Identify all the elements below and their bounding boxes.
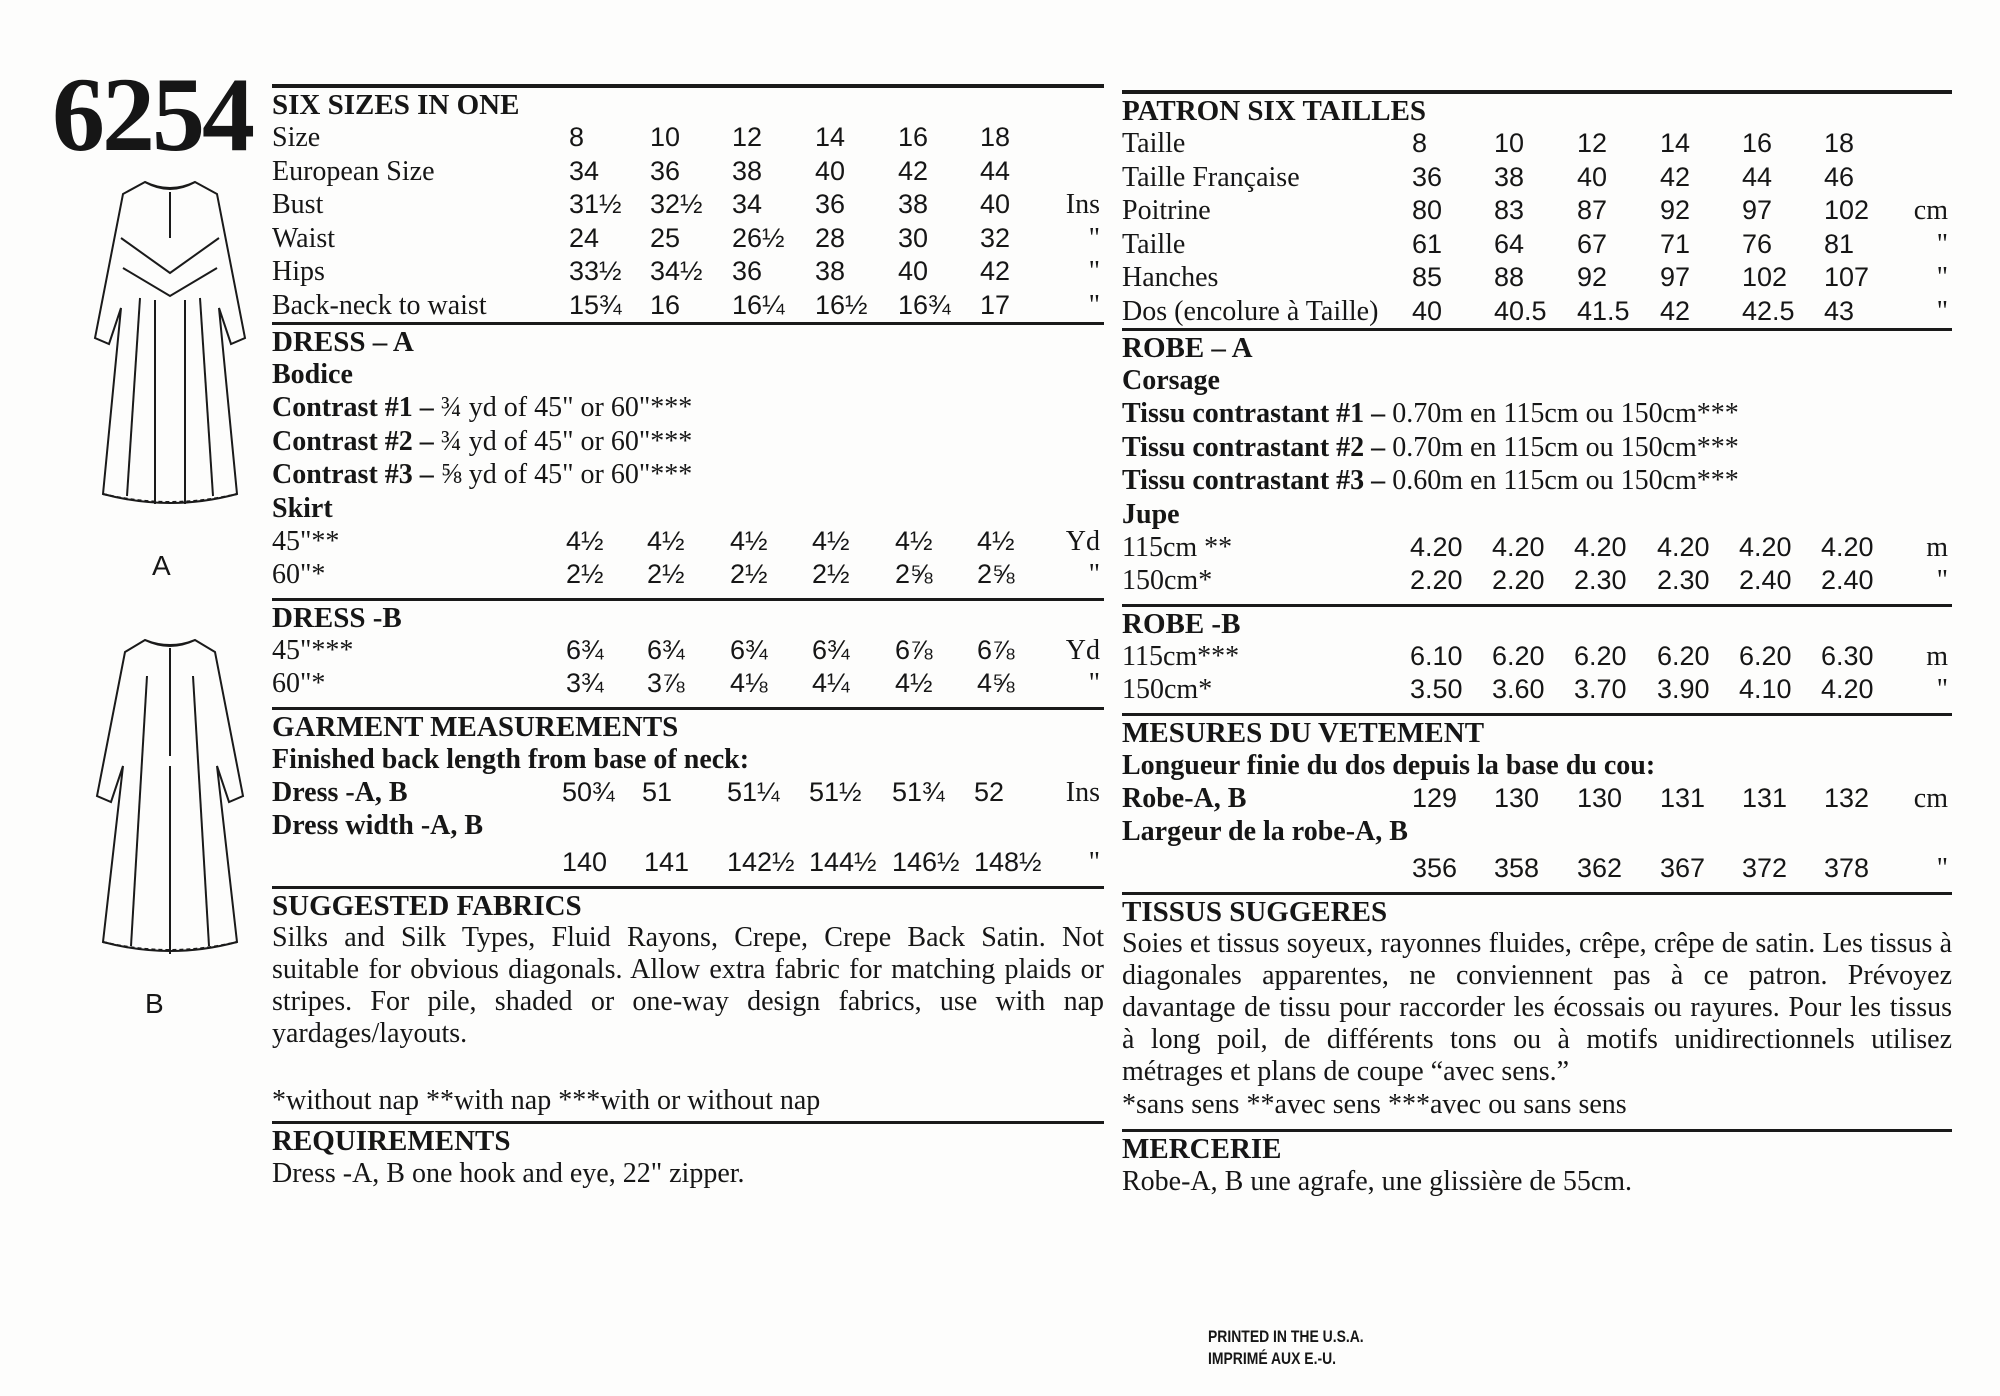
- unit: Ins: [1065, 776, 1100, 808]
- row-label: 150cm*: [1122, 565, 1213, 596]
- cell: 6.30: [1821, 640, 1874, 671]
- metrage-row: [1122, 640, 1952, 674]
- cell: 6.20: [1574, 640, 1627, 671]
- cell: 61: [1412, 228, 1443, 259]
- metrage-row: [1122, 673, 1952, 707]
- nap-legend-fr: *sans sens **avec sens ***avec ou sans sens: [1122, 1088, 1627, 1120]
- suggested-fabrics-section: [272, 886, 1104, 1118]
- unit: ": [1936, 853, 1948, 884]
- cell: 38: [898, 189, 929, 219]
- figure-label-b: B: [145, 988, 164, 1019]
- dress-b-section: [272, 598, 1104, 701]
- cell: 6.20: [1492, 640, 1545, 671]
- cell: 36: [815, 189, 846, 219]
- cell: 51: [642, 776, 673, 807]
- sizes-title: SIX SIZES IN ONE: [272, 89, 520, 121]
- cell: 12: [1577, 128, 1608, 158]
- cell: 131: [1742, 782, 1788, 813]
- cell: 64: [1494, 228, 1525, 259]
- cell: 2⅝: [895, 559, 933, 589]
- cell: 81: [1824, 228, 1855, 259]
- cell: 16½: [815, 289, 868, 320]
- row-label: Bust: [272, 189, 324, 220]
- unit: ": [1936, 295, 1948, 327]
- cell: 4¼: [812, 668, 850, 698]
- fabrics-title-fr: TISSUS SUGGERES: [1122, 895, 1388, 928]
- cell: 6¾: [566, 634, 604, 665]
- requirements-title: REQUIREMENTS: [272, 1125, 511, 1157]
- skirt-label: Skirt: [272, 492, 333, 524]
- cell: 3.50: [1410, 674, 1463, 704]
- contrast-text: 0.60m en 115cm ou 150cm***: [1385, 465, 1739, 496]
- cell: 32: [980, 222, 1011, 253]
- cell: 34½: [650, 256, 703, 286]
- cell: 34: [569, 155, 600, 186]
- cell: 4.20: [1410, 531, 1463, 562]
- cell: 102: [1824, 195, 1870, 225]
- cell: 130: [1577, 782, 1623, 813]
- contrast-line: [1122, 431, 1952, 465]
- contrast-label: Contrast #2 –: [272, 425, 434, 457]
- poitrine-row: [1122, 194, 1952, 228]
- row-label: 115cm***: [1122, 640, 1240, 672]
- row-label: Robe-A, B: [1122, 782, 1247, 814]
- cell: 14: [815, 122, 846, 152]
- cell: 43: [1824, 295, 1855, 326]
- cell: 6¾: [647, 634, 685, 665]
- cell: 88: [1494, 262, 1525, 292]
- mercerie-text: Robe-A, B une agrafe, une glissière de 55cm.: [1122, 1166, 1633, 1197]
- unit: Yd: [1065, 634, 1100, 666]
- printed-line-fr: IMPRIMÉ AUX E.-U.: [1208, 1349, 1337, 1368]
- cell: 6.10: [1410, 640, 1463, 671]
- cell: 4½: [977, 525, 1015, 556]
- cell: 87: [1577, 195, 1608, 225]
- cell: 362: [1577, 853, 1623, 883]
- unit: ": [1936, 262, 1948, 293]
- row-label: European Size: [272, 155, 435, 187]
- dress-a-section: [272, 322, 1104, 592]
- contrast-text: ¾ yd of 45" or 60"***: [433, 425, 693, 457]
- cell: 92: [1660, 195, 1691, 225]
- unit: ": [1088, 559, 1100, 590]
- cell: 30: [898, 222, 929, 253]
- unit: Yd: [1065, 525, 1100, 557]
- unit: cm: [1913, 782, 1948, 814]
- unit: m: [1926, 640, 1948, 672]
- garment-title-fr: MESURES DU VETEMENT: [1122, 716, 1485, 749]
- hips-row: [272, 255, 1104, 289]
- cell: 51½: [809, 776, 862, 807]
- cell: 16¼: [732, 289, 785, 320]
- cell: 40: [980, 189, 1011, 219]
- cell: 42: [898, 155, 929, 186]
- cell: 4.10: [1739, 674, 1792, 704]
- cell: 3¾: [566, 668, 604, 698]
- garment-measurements-section-fr: [1122, 713, 1952, 886]
- contrast-text: ⅝ yd of 45" or 60"***: [433, 459, 693, 490]
- cell: 4½: [812, 525, 850, 556]
- cell: 42: [1660, 161, 1691, 192]
- cell: 4.20: [1821, 674, 1874, 704]
- cell: 3.70: [1574, 674, 1627, 704]
- cell: 2.20: [1492, 565, 1545, 595]
- unit: m: [1926, 531, 1948, 563]
- cell: 4½: [647, 525, 685, 556]
- row-label: 60"*: [272, 559, 326, 590]
- dress-a-sketch: [85, 178, 255, 518]
- size-row: [272, 121, 1104, 155]
- cell: 25: [650, 222, 681, 253]
- cell: 16: [898, 122, 929, 152]
- cell: 10: [650, 122, 681, 152]
- cell: 8: [1412, 128, 1428, 158]
- row-label: Size: [272, 122, 321, 153]
- contrast-line: [1122, 464, 1952, 498]
- robe-a-title: ROBE – A: [1122, 332, 1253, 364]
- length-row: [1122, 782, 1952, 816]
- taille-row: [1122, 228, 1952, 262]
- yardage-row: [272, 525, 1104, 559]
- sizes-title-fr: PATRON SIX TAILLES: [1122, 95, 1427, 127]
- width-row: [272, 846, 1104, 880]
- printed-in-usa: [1208, 1326, 1364, 1370]
- cell: 46: [1824, 161, 1855, 192]
- garment-sub-fr: Longueur finie du dos depuis la base du cou:: [1122, 749, 1656, 781]
- dos-row: [1122, 295, 1952, 329]
- cell: 44: [980, 155, 1011, 186]
- garment-sub: Finished back length from base of neck:: [272, 743, 750, 775]
- yardage-row: [272, 667, 1104, 701]
- contrast-label: Contrast #1 –: [272, 392, 434, 423]
- row-label: Taille Française: [1122, 161, 1300, 193]
- cell: 2.30: [1574, 565, 1627, 595]
- cell: 6⅞: [895, 634, 933, 665]
- suggested-fabrics-section-fr: [1122, 892, 1952, 1122]
- unit: ": [1088, 668, 1100, 699]
- cell: 146½: [892, 847, 960, 877]
- row-label: 60"*: [272, 668, 326, 699]
- cell: 67: [1577, 228, 1608, 259]
- cell: 130: [1494, 782, 1540, 813]
- cell: 97: [1660, 262, 1691, 292]
- cell: 6.20: [1657, 640, 1710, 671]
- cell: 33½: [569, 256, 622, 286]
- cell: 40: [815, 155, 846, 186]
- figure-label-a: A: [152, 550, 171, 581]
- contrast-line: [272, 458, 1104, 492]
- cell: 358: [1494, 853, 1540, 883]
- cell: 76: [1742, 228, 1773, 259]
- row-label: Taille: [1122, 128, 1186, 159]
- mercerie-title: MERCERIE: [1122, 1133, 1282, 1165]
- sizes-section: [272, 84, 1104, 322]
- fabrics-title: SUGGESTED FABRICS: [272, 889, 582, 922]
- cell: 4½: [730, 525, 768, 556]
- width-row: [1122, 852, 1952, 886]
- cell: 4.20: [1821, 531, 1874, 562]
- cell: 141: [644, 847, 690, 877]
- printed-line-en: PRINTED IN THE U.S.A.: [1208, 1327, 1364, 1346]
- mercerie-section: [1122, 1129, 1952, 1199]
- fabrics-text-fr: Soies et tissus soyeux, rayonnes fluides, crêpe, crêpe de satin. Les tissus à diagonales apparentes, ne conviennent pas à ce patron. Prévoyez davantage de tissu pour raccorder les écossais ou rayures. Pour les tissus à long poil, de différents tons ou à motifs unidirectionnels utilisez métrages et plans de coupe “avec sens.”: [1122, 927, 1952, 1087]
- cell: 2.30: [1657, 565, 1710, 595]
- sizes-section-fr: [1122, 90, 1952, 328]
- unit: cm: [1913, 195, 1948, 226]
- cell: 6¾: [812, 634, 850, 665]
- cell: 34: [732, 189, 763, 219]
- cell: 44: [1742, 161, 1773, 192]
- cell: 40: [1577, 161, 1608, 192]
- jupe-label: Jupe: [1122, 498, 1180, 530]
- contrast-line: [272, 391, 1104, 425]
- cell: 378: [1824, 853, 1870, 883]
- cell: 2⅝: [977, 559, 1015, 589]
- cell: 8: [569, 122, 585, 152]
- cell: 2½: [647, 559, 685, 589]
- cell: 4⅝: [977, 668, 1015, 698]
- contrast-text: 0.70m en 115cm ou 150cm***: [1385, 431, 1739, 463]
- cell: 372: [1742, 853, 1788, 883]
- row-label: 150cm*: [1122, 674, 1213, 705]
- english-column: [272, 84, 1104, 1191]
- waist-row: [272, 222, 1104, 256]
- cell: 51¾: [892, 776, 945, 807]
- cell: 83: [1494, 195, 1525, 225]
- dress-b-title: DRESS -B: [272, 601, 402, 634]
- cell: 71: [1660, 228, 1691, 259]
- row-label: Hips: [272, 256, 325, 287]
- requirements-text: Dress -A, B one hook and eye, 22" zipper.: [272, 1158, 745, 1189]
- cell: 24: [569, 222, 600, 253]
- cell: 4.20: [1657, 531, 1710, 562]
- row-label: Hanches: [1122, 262, 1219, 293]
- unit: ": [1088, 847, 1100, 878]
- french-size-row: [1122, 161, 1952, 195]
- cell: 4.20: [1492, 531, 1545, 562]
- french-column: [1122, 90, 1952, 1199]
- cell: 6¾: [730, 634, 768, 665]
- hanches-row: [1122, 261, 1952, 295]
- cell: 36: [1412, 161, 1443, 192]
- unit: ": [1088, 289, 1100, 321]
- unit: ": [1088, 256, 1100, 287]
- row-label: Poitrine: [1122, 195, 1211, 226]
- garment-title: GARMENT MEASUREMENTS: [272, 710, 679, 743]
- cell: 2½: [812, 559, 850, 589]
- cell: 28: [815, 222, 846, 253]
- cell: 3.90: [1657, 674, 1710, 704]
- row-label: Dress -A, B: [272, 776, 408, 808]
- cell: 2.40: [1739, 565, 1792, 595]
- cell: 32½: [650, 189, 703, 219]
- contrast-label: Contrast #3 –: [272, 459, 434, 490]
- cell: 97: [1742, 195, 1773, 225]
- cell: 92: [1577, 262, 1608, 292]
- contrast-text: 0.70m en 115cm ou 150cm***: [1385, 398, 1739, 429]
- cell: 148½: [974, 847, 1042, 877]
- row-label: 45"**: [272, 525, 340, 557]
- contrast-line: [272, 425, 1104, 459]
- contrast-text: ¾ yd of 45" or 60"***: [433, 392, 693, 423]
- cell: 10: [1494, 128, 1525, 158]
- row-label: 45"***: [272, 634, 354, 666]
- cell: 38: [815, 256, 846, 286]
- cell: 4½: [895, 668, 933, 698]
- robe-b-title: ROBE -B: [1122, 607, 1241, 640]
- cell: 18: [980, 122, 1011, 152]
- nap-legend: *without nap **with nap ***with or without nap: [272, 1084, 821, 1116]
- fabrics-text: Silks and Silk Types, Fluid Rayons, Crepe, Crepe Back Satin. Not suitable for obvious diagonals. Allow extra fabric for matching plaids or stripes. For pile, shaded or one-way design fabrics, use with nap yardages/layouts.: [272, 921, 1104, 1049]
- row-label: Waist: [272, 222, 336, 254]
- cell: 132: [1824, 782, 1870, 813]
- metrage-row: [1122, 531, 1952, 565]
- cell: 6.20: [1739, 640, 1792, 671]
- row-label: Back-neck to waist: [272, 289, 487, 321]
- cell: 6⅞: [977, 634, 1015, 665]
- cell: 2.20: [1410, 565, 1463, 595]
- cell: 4.20: [1739, 531, 1792, 562]
- requirements-section: [272, 1121, 1104, 1191]
- cell: 31½: [569, 189, 622, 219]
- cell: 42.5: [1742, 295, 1795, 326]
- robe-b-section: [1122, 604, 1952, 707]
- cell: 41.5: [1577, 295, 1630, 326]
- cell: 356: [1412, 853, 1458, 883]
- contrast-label: Tissu contrastant #1 –: [1122, 398, 1386, 429]
- cell: 50¾: [562, 776, 615, 807]
- garment-measurements-section: [272, 707, 1104, 880]
- cell: 12: [732, 122, 763, 152]
- contrast-line: [1122, 397, 1952, 431]
- cell: 144½: [809, 847, 877, 877]
- contrast-label: Tissu contrastant #2 –: [1122, 431, 1386, 463]
- row-label: Taille: [1122, 228, 1186, 260]
- row-label: Dos (encolure à Taille): [1122, 295, 1379, 327]
- yardage-row: [272, 634, 1104, 668]
- cell: 17: [980, 289, 1011, 320]
- corsage-label: Corsage: [1122, 365, 1220, 396]
- cell: 52: [974, 776, 1005, 807]
- size-table-fr: [1122, 127, 1952, 328]
- cell: 38: [1494, 161, 1525, 192]
- cell: 40: [898, 256, 929, 286]
- cell: 2½: [730, 559, 768, 589]
- size-row: [1122, 127, 1952, 161]
- cell: 38: [732, 155, 763, 186]
- cell: 26½: [732, 222, 785, 253]
- cell: 40: [1412, 295, 1443, 326]
- cell: 51¼: [727, 776, 780, 807]
- cell: 36: [650, 155, 681, 186]
- cell: 16¾: [898, 289, 951, 320]
- cell: 40.5: [1494, 295, 1547, 326]
- cell: 140: [562, 847, 608, 877]
- unit: ": [1936, 674, 1948, 705]
- width-label: Dress width -A, B: [272, 810, 484, 841]
- bust-row: [272, 188, 1104, 222]
- dress-a-title: DRESS – A: [272, 326, 414, 358]
- cell: 4½: [895, 525, 933, 556]
- cell: 107: [1824, 262, 1870, 292]
- cell: 18: [1824, 128, 1855, 158]
- contrast-label: Tissu contrastant #3 –: [1122, 465, 1386, 496]
- cell: 2.40: [1821, 565, 1874, 595]
- cell: 42: [1660, 295, 1691, 326]
- cell: 131: [1660, 782, 1706, 813]
- cell: 16: [1742, 128, 1773, 158]
- cell: 3.60: [1492, 674, 1545, 704]
- cell: 367: [1660, 853, 1706, 883]
- cell: 36: [732, 256, 763, 286]
- cell: 85: [1412, 262, 1443, 292]
- back-neck-row: [272, 289, 1104, 323]
- cell: 16: [650, 289, 681, 320]
- unit: ": [1936, 228, 1948, 260]
- cell: 129: [1412, 782, 1458, 813]
- unit: ": [1088, 222, 1100, 254]
- european-size-row: [272, 155, 1104, 189]
- cell: 4.20: [1574, 531, 1627, 562]
- robe-a-section: [1122, 328, 1952, 598]
- cell: 3⅞: [647, 668, 685, 698]
- cell: 4⅛: [730, 668, 768, 698]
- cell: 142½: [727, 847, 795, 877]
- cell: 14: [1660, 128, 1691, 158]
- cell: 2½: [566, 559, 604, 589]
- cell: 4½: [566, 525, 604, 556]
- cell: 15¾: [569, 289, 622, 320]
- size-table: [272, 121, 1104, 322]
- unit: ": [1936, 565, 1948, 596]
- row-label: 115cm **: [1122, 531, 1233, 563]
- width-label-fr: Largeur de la robe-A, B: [1122, 816, 1408, 847]
- cell: 102: [1742, 262, 1788, 292]
- unit: Ins: [1065, 189, 1100, 220]
- metrage-row: [1122, 564, 1952, 598]
- cell: 80: [1412, 195, 1443, 225]
- pattern-number: 6254: [52, 56, 252, 173]
- cell: 42: [980, 256, 1011, 286]
- dress-b-sketch: [85, 636, 255, 966]
- bodice-label: Bodice: [272, 359, 353, 390]
- yardage-row: [272, 558, 1104, 592]
- length-row: [272, 776, 1104, 810]
